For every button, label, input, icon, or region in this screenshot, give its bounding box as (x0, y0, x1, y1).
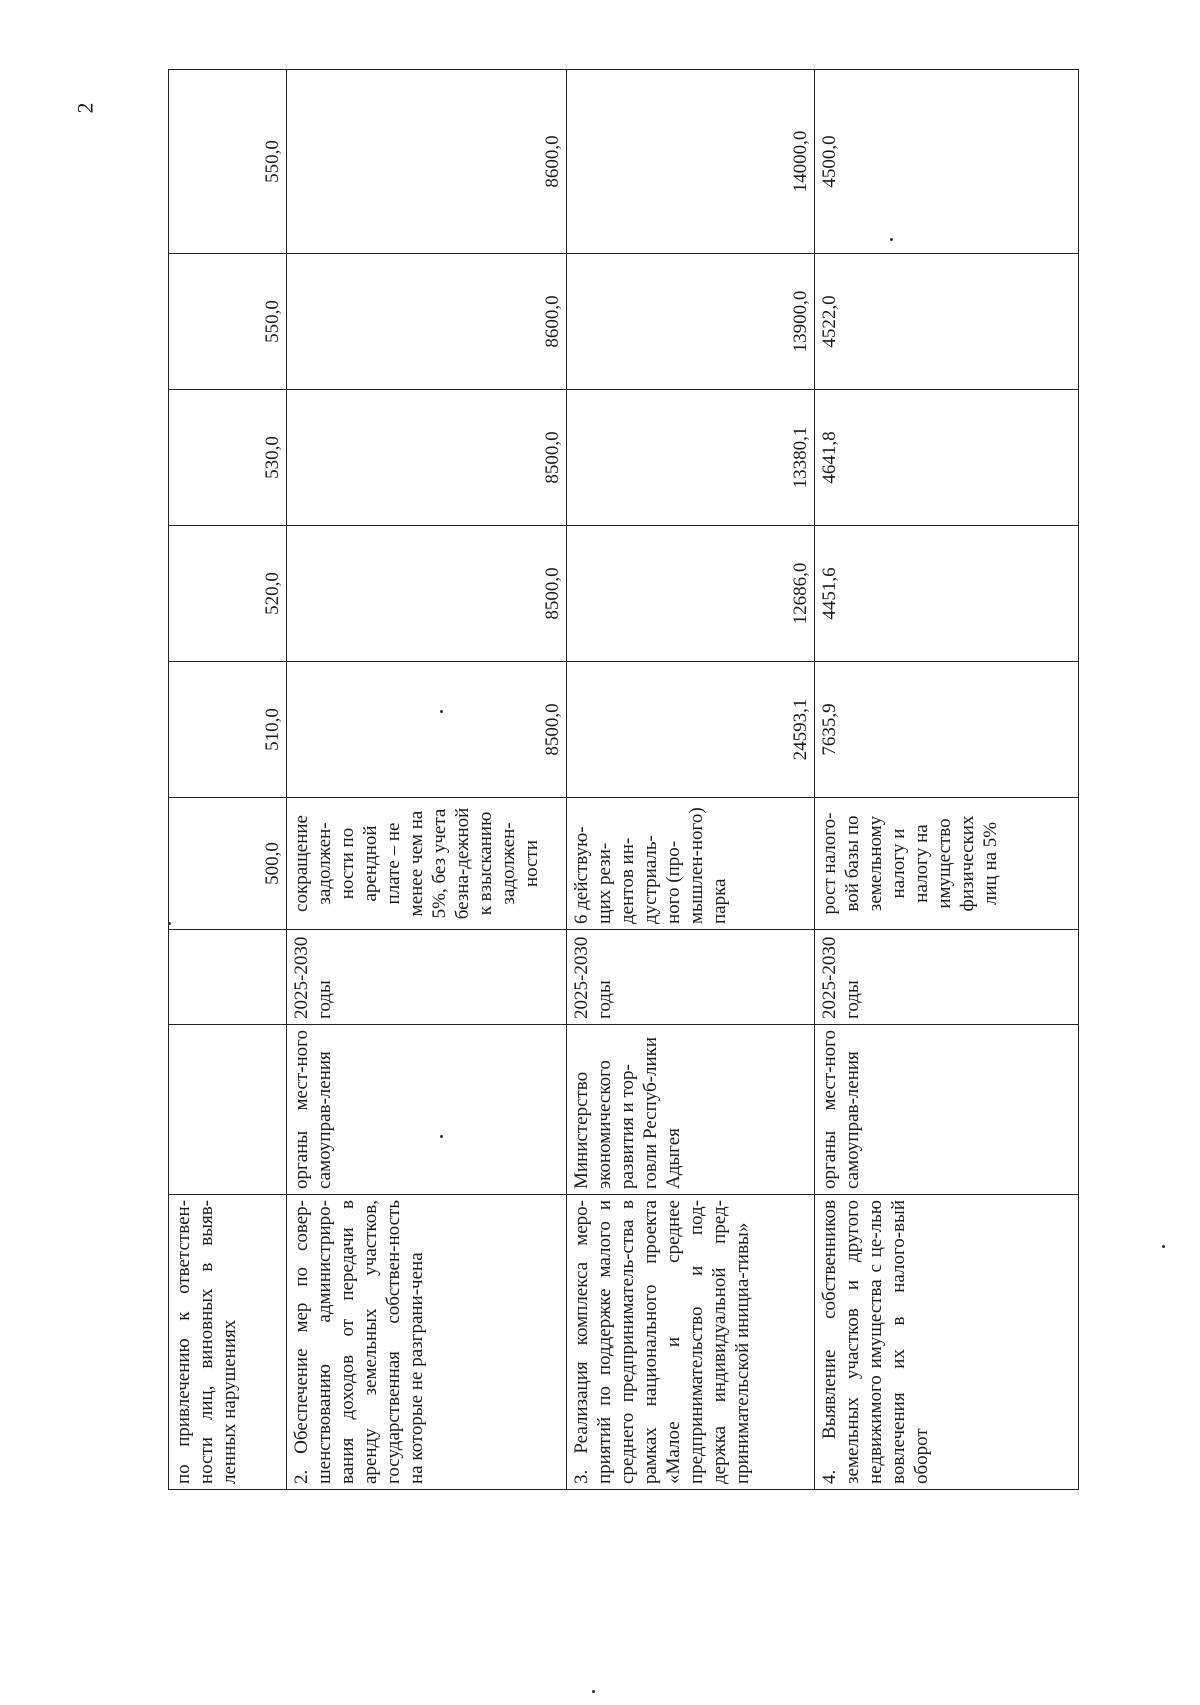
table-row (567, 70, 815, 1490)
page-number: 2 (72, 102, 98, 114)
measure-cell: 4. Выявление собственников земельных участков и другого недвижимого имущества с це-лью вовлечения их в налого-вый оборот (815, 1195, 1079, 1490)
scan-speck (592, 1690, 595, 1693)
value-cell: 8600,0 (287, 254, 567, 390)
executor-cell: Министерство экономического развития и тор-говли Респуб-лики Адыгея (567, 1025, 815, 1195)
period-cell (169, 930, 287, 1025)
scan-speck (440, 710, 443, 713)
value-cell: 8600,0 (287, 70, 567, 254)
measure-cell: 3. Реализация комплекса меро-приятий по поддержке малого и среднего предприниматель-ства в рамках национального проекта «Малое и среднее предпринимательство и под-держка индивидуальной пред-принимательской инициа-тивы» (567, 1195, 815, 1490)
value-cell: 24593,1 (567, 662, 815, 798)
value-cell: 500,0 (169, 798, 287, 930)
value-cell: 4500,0 (815, 70, 1079, 254)
executor-cell: органы мест-ного самоуправ-ления (287, 1025, 567, 1195)
value-cell: 550,0 (169, 70, 287, 254)
measures-table (168, 69, 1079, 1490)
value-cell: 4522,0 (815, 254, 1079, 390)
scan-speck (1162, 1245, 1165, 1248)
executor-cell: органы мест-ного самоуправ-ления (815, 1025, 1079, 1195)
scan-speck (440, 1135, 443, 1138)
indicator-cell: 6 действую-щих рези-дентов ин-дустриаль-ного (про-мышлен-ного) парка (567, 798, 815, 930)
period-cell: 2025-2030 годы (815, 930, 1079, 1025)
rotated-table-container (168, 70, 1078, 1490)
scan-speck (890, 238, 893, 241)
value-cell: 550,0 (169, 254, 287, 390)
value-cell: 7635,9 (815, 662, 1079, 798)
executor-cell (169, 1025, 287, 1195)
value-cell: 510,0 (169, 662, 287, 798)
value-cell: 13380,1 (567, 390, 815, 526)
measure-cell: по привлечению к ответствен-ности лиц, виновных в выяв-ленных нарушениях (169, 1195, 287, 1490)
indicator-cell: сокращение задолжен-ности по арендной плате – не менее чем на 5%, без учета безна-дежной к взысканию задолжен-ности (287, 798, 567, 930)
value-cell: 8500,0 (287, 390, 567, 526)
scan-speck (168, 922, 171, 925)
value-cell: 530,0 (169, 390, 287, 526)
value-cell: 13900,0 (567, 254, 815, 390)
value-cell: 520,0 (169, 526, 287, 662)
table-row (169, 70, 287, 1490)
measure-cell: 2. Обеспечение мер по совер-шенствованию администриро-вания доходов от передачи в аренду земельных участков, государственная собствен-ность на которые не разграни-чена (287, 1195, 567, 1490)
value-cell: 4641,8 (815, 390, 1079, 526)
value-cell: 4451,6 (815, 526, 1079, 662)
table-row (815, 70, 1079, 1490)
table-row (287, 70, 567, 1490)
period-cell: 2025-2030 годы (567, 930, 815, 1025)
value-cell: 8500,0 (287, 526, 567, 662)
period-cell: 2025-2030 годы (287, 930, 567, 1025)
value-cell: 14000,0 (567, 70, 815, 254)
indicator-cell: рост налого-вой базы по земельному налогу и налогу на имущество физических лиц на 5% (815, 798, 1079, 930)
value-cell: 12686,0 (567, 526, 815, 662)
value-cell: 8500,0 (287, 662, 567, 798)
